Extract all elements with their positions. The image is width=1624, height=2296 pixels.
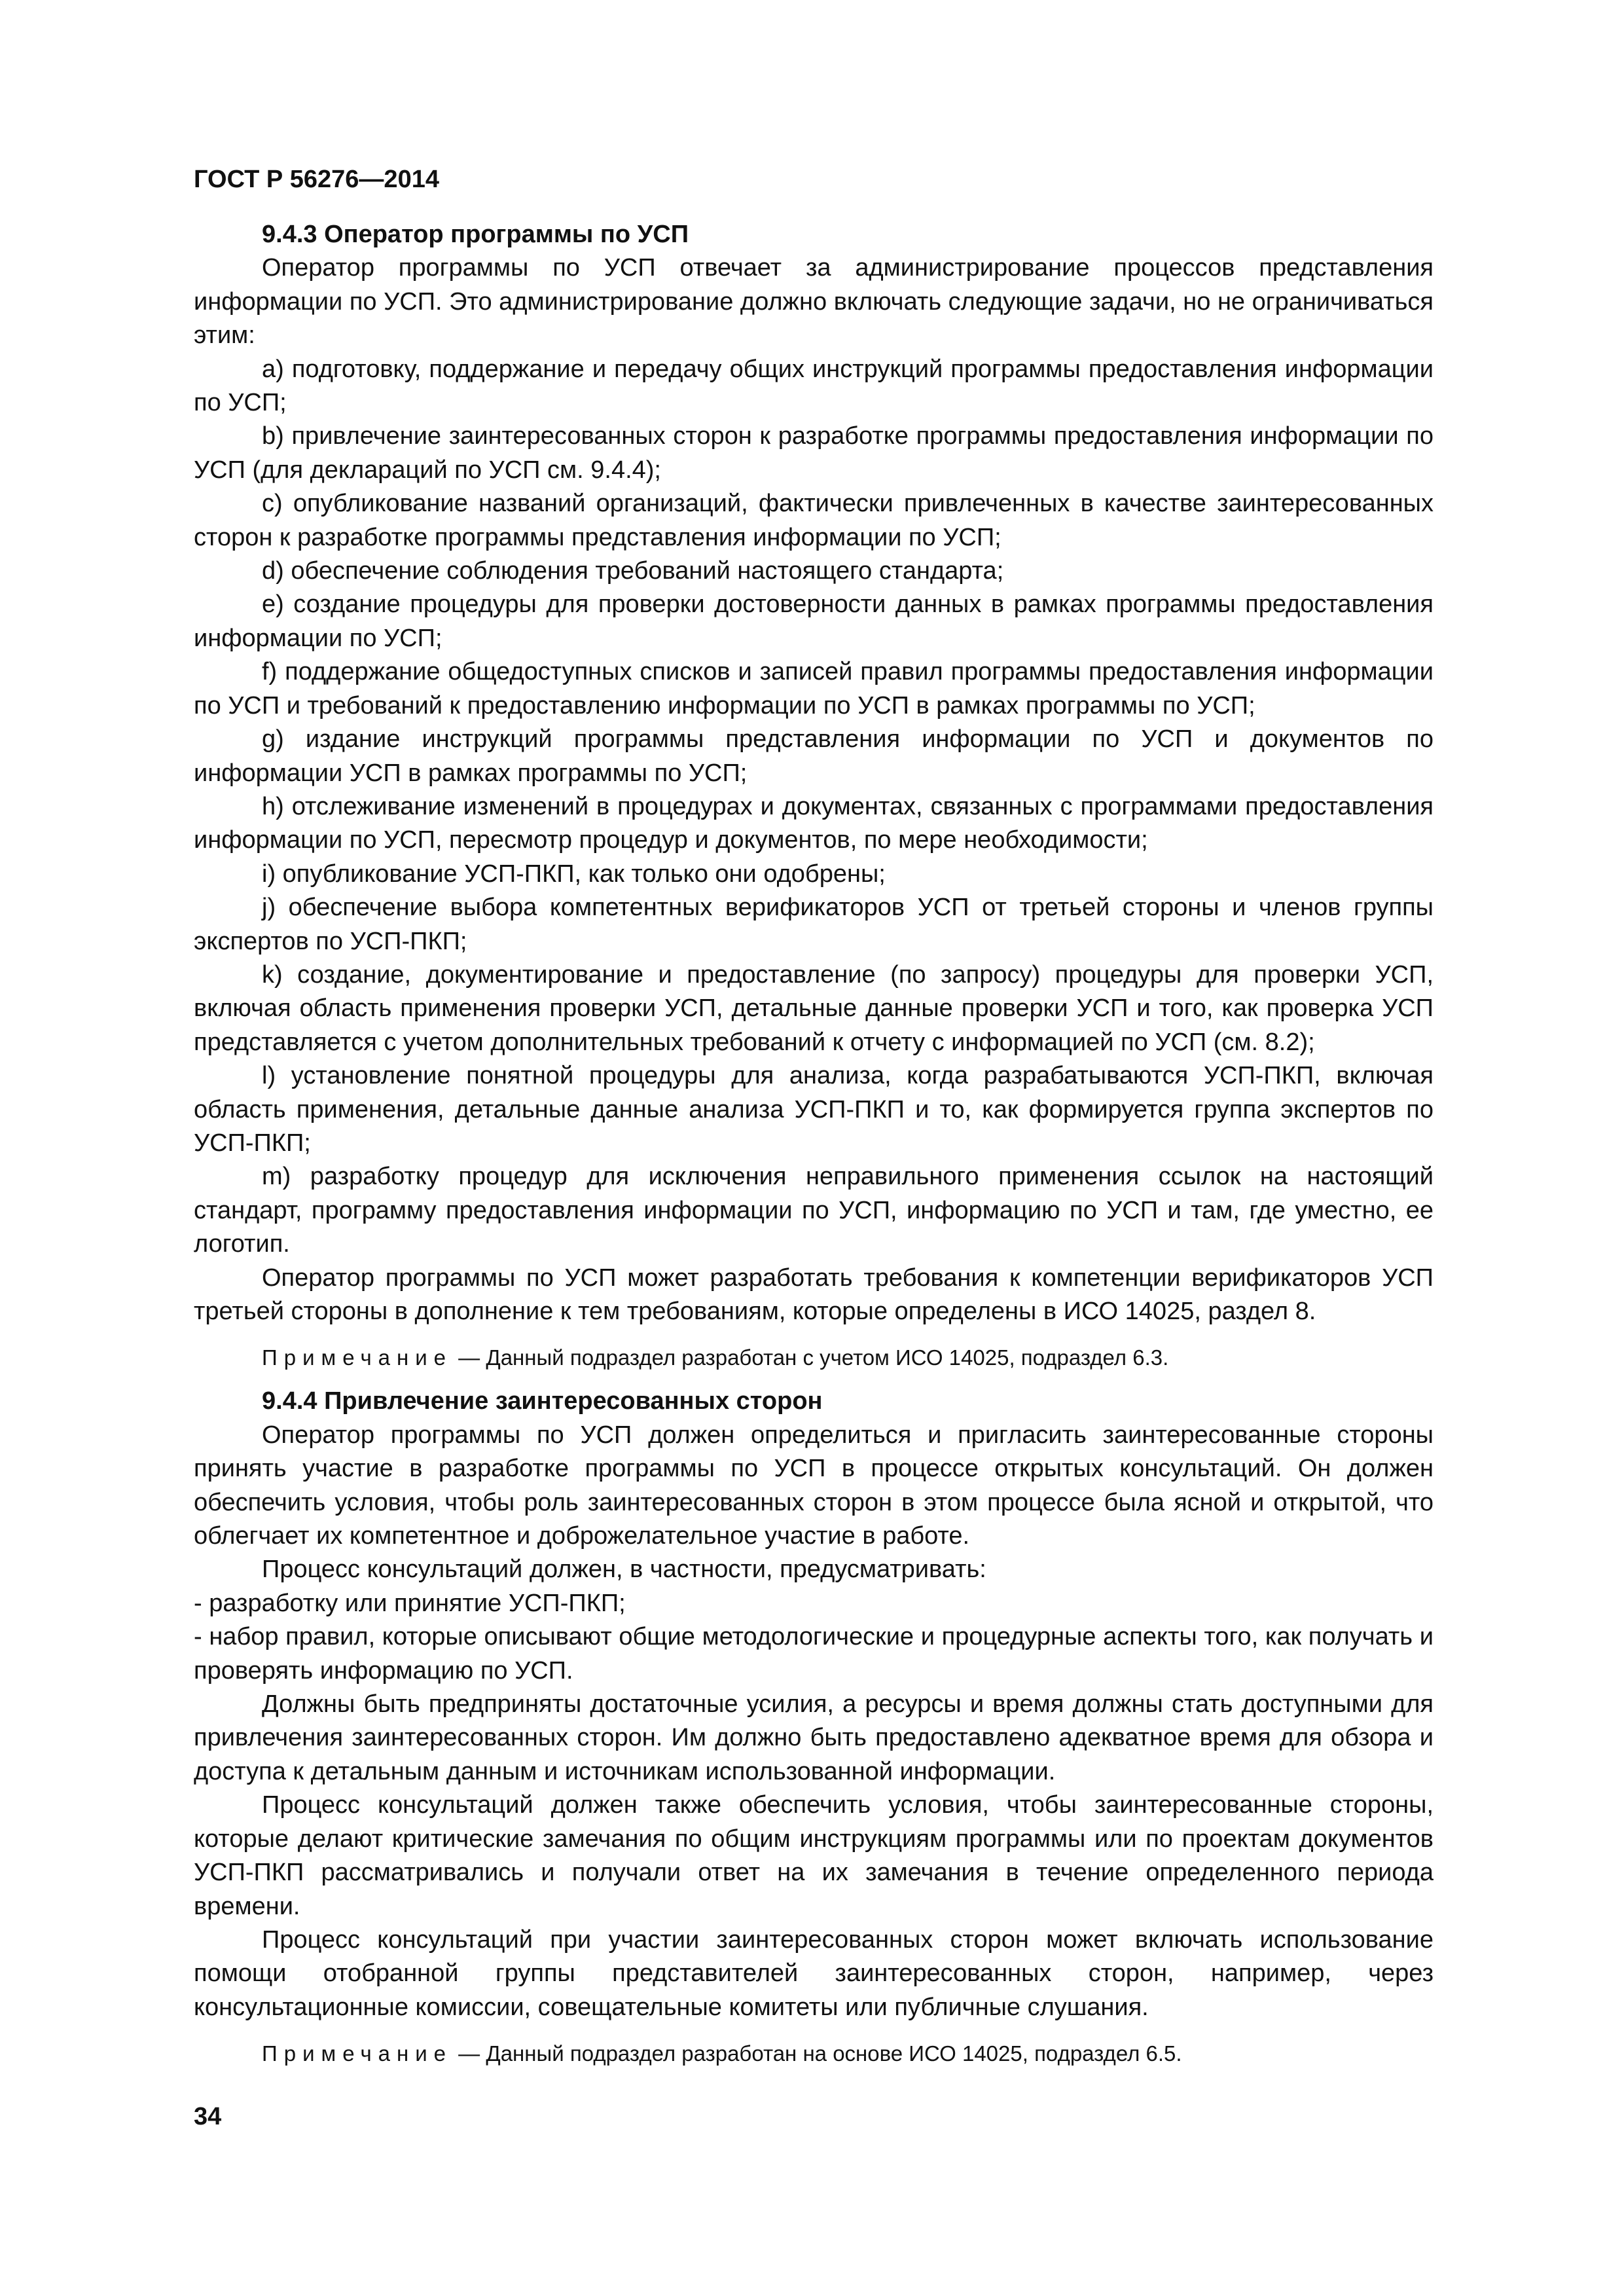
dash-item: - разработку или принятие УСП-ПКП; <box>194 1589 626 1617</box>
list-item: a) подготовку, поддержание и передачу общих инструкций программы предоставления информации по УСП; <box>194 355 1434 417</box>
paragraph: Процесс консультаций должен также обеспечить условия, чтобы заинтересованные стороны, которые делают критические замечания по общим инструкциям программы или по проектам документов УСП-ПКП рассматривались и получали ответ на их замечания в течение определенного периода времени. <box>194 1791 1434 1920</box>
paragraph: Процесс консультаций должен, в частности, предусматривать: <box>262 1556 986 1584</box>
section-heading: 9.4.4 Привлечение заинтересованных сторон <box>262 1387 823 1415</box>
document-header: ГОСТ Р 56276—2014 <box>194 166 439 193</box>
list-item: m) разработку процедур для исключения неправильного применения ссылок на настоящий стандарт, программу предоставления информации по УСП, информацию по УСП и там, где уместно, ее логотип. <box>194 1163 1434 1258</box>
paragraph: Оператор программы по УСП может разработать требования к компетенции верификаторов УСП третьей стороны в дополнение к тем требованиям, которые определены в ИСО 14025, раздел 8. <box>194 1264 1434 1325</box>
list-item: l) установление понятной процедуры для анализа, когда разрабатываются УСП-ПКП, включая область применения, детальные данные анализа УСП-ПКП и то, как формируется группа экспертов по УСП-ПКП; <box>194 1062 1434 1157</box>
note-label: Примечание <box>262 1345 453 1370</box>
section-heading: 9.4.3 Оператор программы по УСП <box>262 221 689 248</box>
list-item: k) создание, документирование и предоставление (по запросу) процедуры для проверки УСП, включая область применения проверки УСП, детальные данные проверки УСП и того, как проверка УСП представляется с учетом дополнительных требований к отчету с информацией по УСП (см. 8.2); <box>194 960 1434 1056</box>
list-item: d) обеспечение соблюдения требований настоящего стандарта; <box>262 557 1004 585</box>
list-item: b) привлечение заинтересованных сторон к разработке программы предоставления информации по УСП (для деклараций по УСП см. 9.4.4); <box>194 422 1434 484</box>
list-item: f) поддержание общедоступных списков и записей правил программы предоставления информации по УСП и требований к предоставлению информации по УСП в рамках программы по УСП; <box>194 658 1434 720</box>
list-item: g) издание инструкций программы представления информации по УСП и документов по информации УСП в рамках программы по УСП; <box>194 725 1434 787</box>
list-item: h) отслеживание изменений в процедурах и документах, связанных с программами предоставления информации по УСП, пересмотр процедур и документов, по мере необходимости; <box>194 792 1434 854</box>
note-text: — Данный подраздел разработан на основе ИСО 14025, подраздел 6.5. <box>452 2041 1182 2066</box>
list-item: i) опубликование УСП-ПКП, как только они одобрены; <box>262 860 886 888</box>
paragraph: Оператор программы по УСП отвечает за администрирование процессов представления информации по УСП. Это администрирование должно включать следующие задачи, но не ограничиваться этим: <box>194 254 1434 350</box>
paragraph: Должны быть предприняты достаточные усилия, а ресурсы и время должны стать доступными для привлечения заинтересованных сторон. Им должно быть предоставлено адекватное время для обзора и доступа к детальным данным и источникам использованной информации. <box>194 1690 1434 1785</box>
paragraph: Оператор программы по УСП должен определиться и пригласить заинтересованные стороны принять участие в разработке программы по УСП в процессе открытых консультаций. Он должен обеспечить условия, чтобы роль заинтересованных сторон в этом процессе была ясной и открытой, что облегчает их компетентное и доброжелательное участие в работе. <box>194 1421 1434 1550</box>
list-item: c) опубликование названий организаций, фактически привлеченных в качестве заинтересованных сторон к разработке программы представления информации по УСП; <box>194 490 1434 551</box>
list-item: e) создание процедуры для проверки достоверности данных в рамках программы предоставления информации по УСП; <box>194 591 1434 652</box>
note-text: — Данный подраздел разработан с учетом ИСО 14025, подраздел 6.3. <box>452 1345 1169 1370</box>
list-item: j) обеспечение выбора компетентных верификаторов УСП от третьей стороны и членов группы экспертов по УСП-ПКП; <box>194 894 1434 955</box>
page-number: 34 <box>194 2103 222 2130</box>
page-body <box>194 218 1434 2081</box>
note <box>194 1343 1434 1373</box>
note-label: Примечание <box>262 2041 453 2066</box>
dash-item: - набор правил, которые описывают общие методологические и процедурные аспекты того, как получать и проверять информацию по УСП. <box>194 1623 1434 1685</box>
paragraph: Процесс консультаций при участии заинтересованных сторон может включать использование помощи отобранной группы представителей заинтересованных сторон, например, через консультационные комиссии, совещательные комитеты или публичные слушания. <box>194 1925 1434 2021</box>
note <box>194 2039 1434 2069</box>
